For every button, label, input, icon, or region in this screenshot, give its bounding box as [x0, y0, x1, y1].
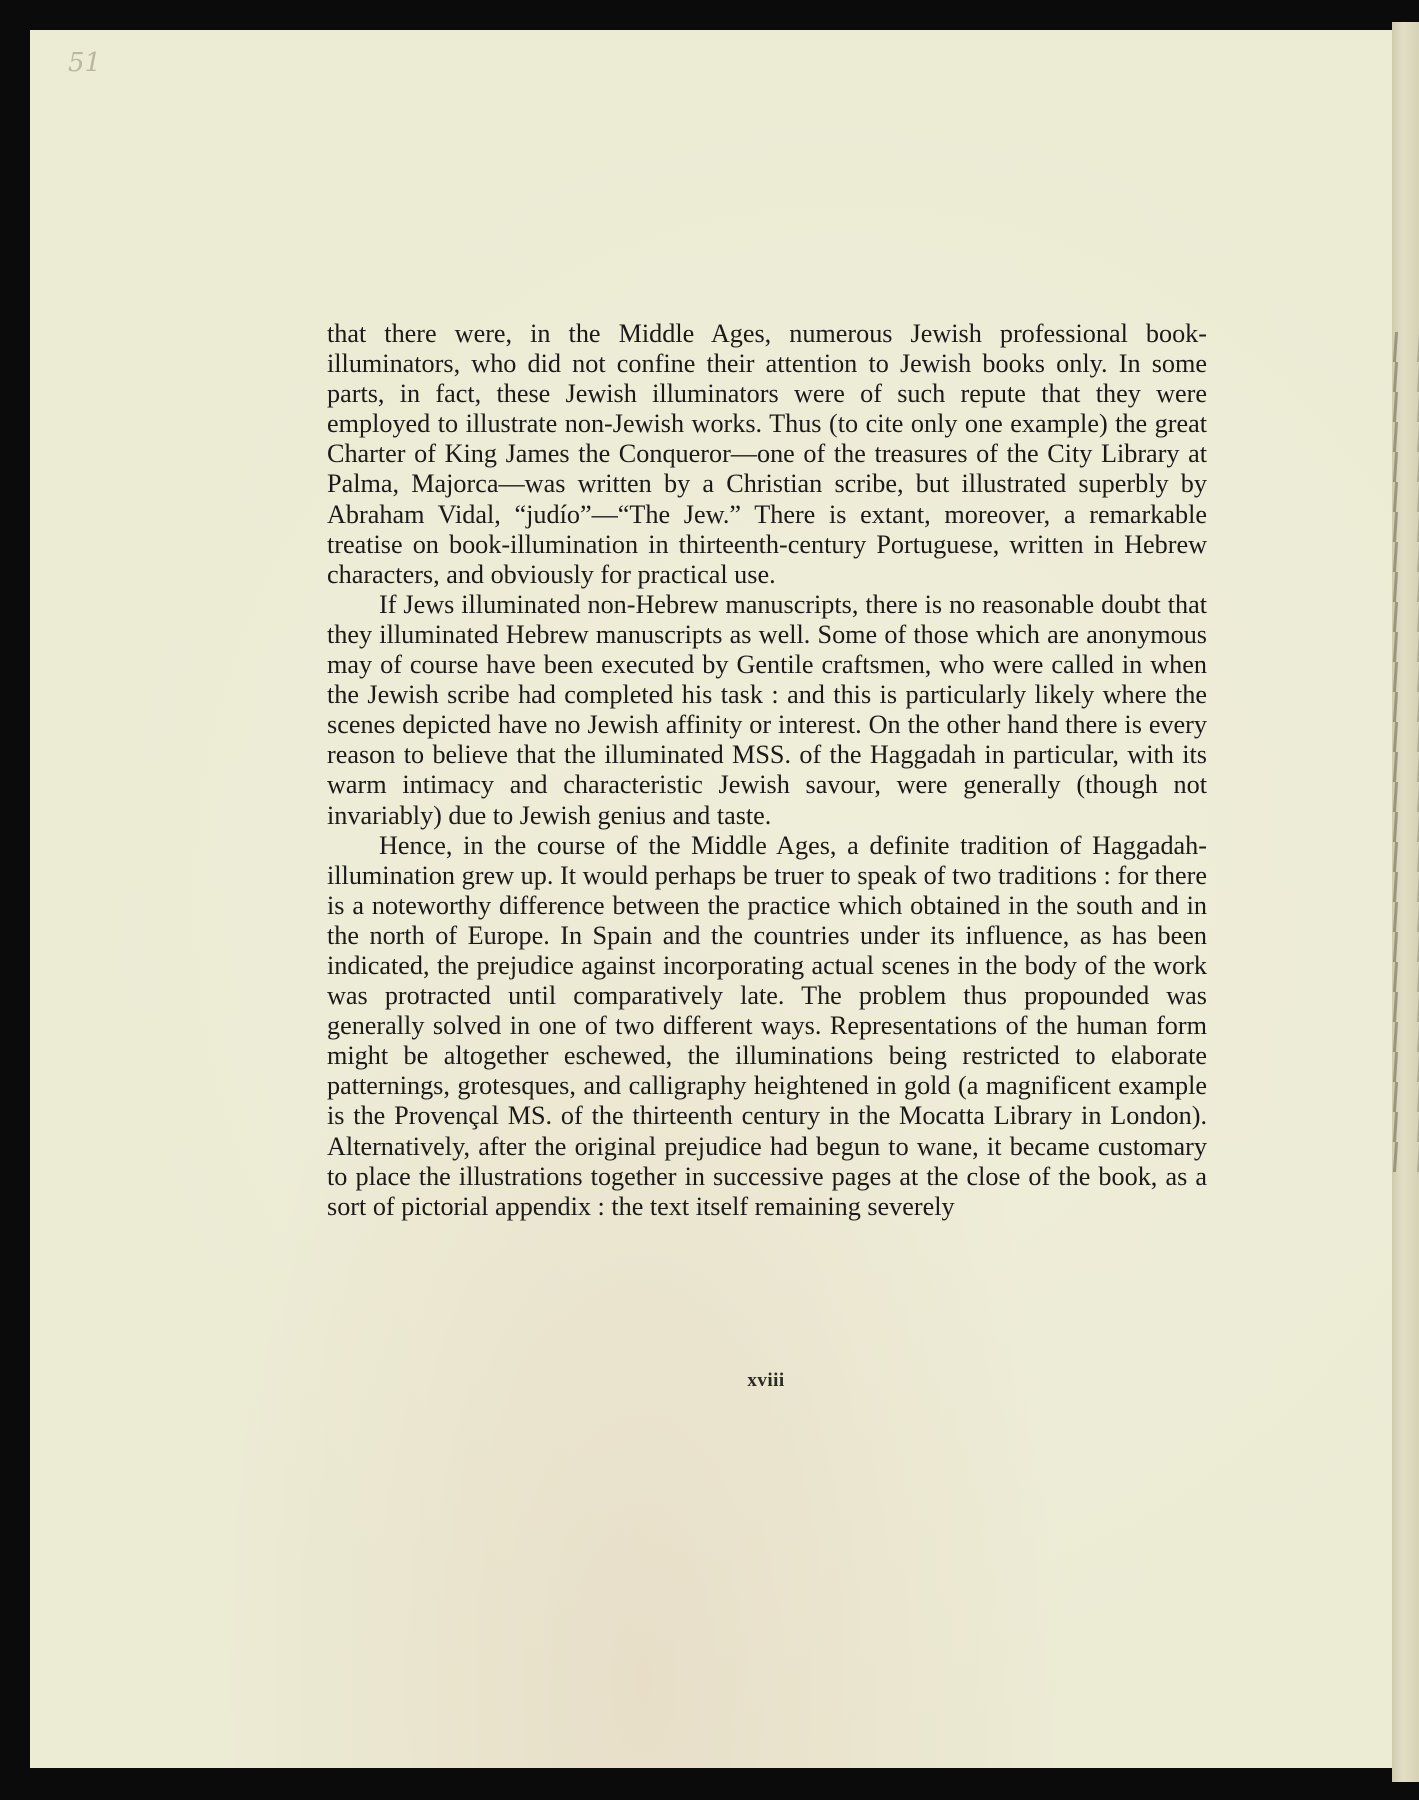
paragraph-3: Hence, in the course of the Middle Ages, a definite tradition of Haggadah-illumination grew up. It would perhaps be truer to speak of two traditions : for there is a noteworthy difference between the practice which obtained in the south and in the north of Europe. In Spain and the countries under its influence, as has been indicated, the prejudice against incorporating actual scenes in the body of the work was protracted until comparatively late. The problem thus propounded was generally solved in one of two different ways. Representations of the human form might be altogether eschewed, the illuminations being restricted to elaborate patternings, grotesques, and calligraphy heightened in gold (a magnificent example is the Provençal MS. of the thirteenth century in the Mocatta Library in London). Alternatively, after the original prejudice had begun to wane, it became customary to place the illustrations together in successive pages at the close of the book, as a sort of pictorial appendix : the text itself remaining severely	[327, 830, 1207, 1221]
book-page	[30, 30, 1392, 1768]
paragraph-2: If Jews illuminated non-Hebrew manuscripts, there is no reasonable doubt that they illuminated Hebrew manuscripts as well. Some of those which are anonymous may of course have been executed by Gentile craftsmen, who were called in when the Jewish scribe had completed his task : and this is particularly likely where the scenes depicted have no Jewish affinity or interest. On the other hand there is every reason to believe that the illuminated MSS. of the Haggadah in particular, with its warm intimacy and characteristic Jewish savour, were generally (though not invariably) due to Jewish genius and taste.	[327, 589, 1207, 830]
pencil-annotation: 51	[68, 48, 102, 78]
body-text	[327, 319, 1207, 1222]
adjacent-page-edge	[1392, 22, 1419, 1782]
page-number: xviii	[747, 1370, 785, 1391]
adjacent-page-text-bleed	[1394, 332, 1419, 1172]
paragraph-1: that there were, in the Middle Ages, numerous Jewish professional book-illuminators, who did not confine their attention to Jewish books only. In some parts, in fact, these Jewish illuminators were of such repute that they were employed to illustrate non-Jewish works. Thus (to cite only one example) the great Charter of King James the Conqueror—one of the treasures of the City Library at Palma, Majorca—was written by a Christian scribe, but illustrated superbly by Abraham Vidal, “judío”—“The Jew.” There is extant, moreover, a remarkable treatise on book-illumination in thirteenth-century Portuguese, written in Hebrew characters, and obviously for practical use.	[327, 319, 1207, 589]
